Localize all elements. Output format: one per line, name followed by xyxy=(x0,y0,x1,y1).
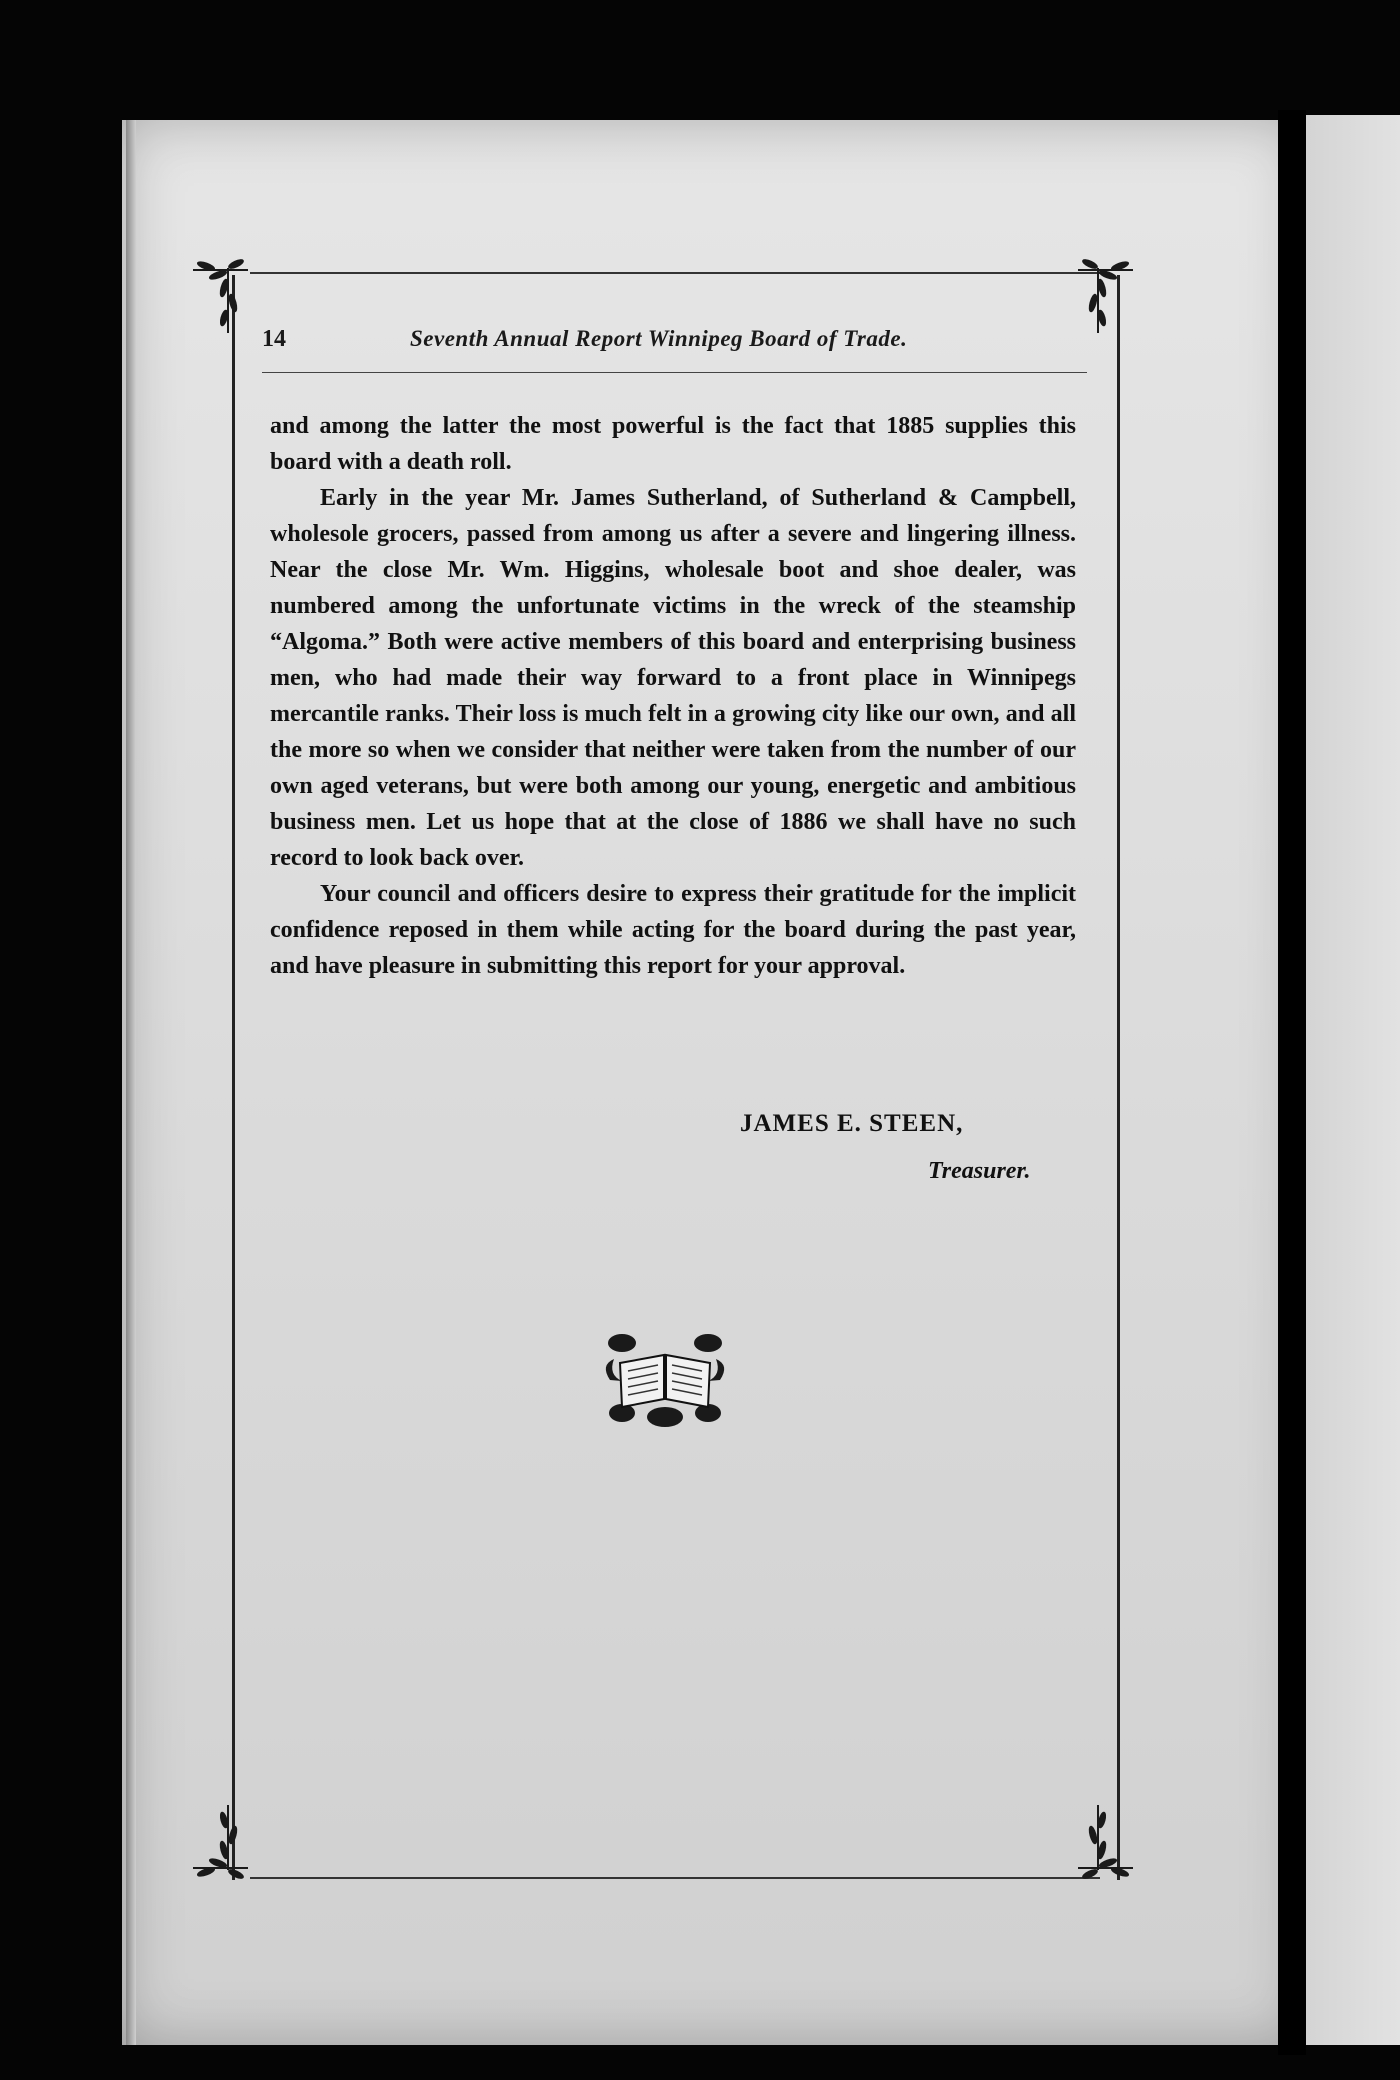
book-gutter xyxy=(1278,110,1306,2055)
leaf-corner-bottom-left-icon xyxy=(188,1800,278,1890)
signature-name: JAMES E. STEEN, xyxy=(740,1110,964,1137)
border-top-rule xyxy=(250,272,1100,274)
running-head xyxy=(262,322,1062,362)
header-rule xyxy=(262,372,1087,373)
leaf-corner-bottom-right-icon xyxy=(1048,1800,1138,1890)
paragraph-continued: and among the latter the most powerful is the fact that 1885 supplies this board with a death roll. xyxy=(270,413,1076,475)
signature-title: Treasurer. xyxy=(928,1158,1031,1184)
border-bottom-rule xyxy=(250,1877,1100,1879)
facing-page-edge xyxy=(1306,115,1400,2045)
running-title: Seventh Annual Report Winnipeg Board of Trade. xyxy=(410,326,908,351)
open-book-ornament-icon xyxy=(600,1325,730,1430)
page-edge xyxy=(126,120,136,2045)
paragraph-closing: Your council and officers desire to express their gratitude for the implicit confidence reposed in them while acting for the board during the past year, and have pleasure in submitting this report for your approval. xyxy=(270,881,1076,979)
paragraph-obituary: Early in the year Mr. James Sutherland, of Sutherland & Campbell, wholesole grocers, passed from among us after a severe and lingering illness. Near the close Mr. Wm. Higgins, wholesale boot and shoe dealer, was numbered among the unfortunate victims in the wreck of the steamship “Algoma.” Both were active members of this board and enterprising business men, who had made their way forward to a front place in Winnipegs mercantile ranks. Their loss is much felt in a growing city like our own, and all the more so when we consider that neither were taken from the number of our own aged veterans, but were both among our young, energetic and ambitious business men. Let us hope that at the close of 1886 we shall have no such record to look back over. xyxy=(270,485,1076,871)
body-text xyxy=(270,408,1076,984)
page-number: 14 xyxy=(262,326,286,352)
